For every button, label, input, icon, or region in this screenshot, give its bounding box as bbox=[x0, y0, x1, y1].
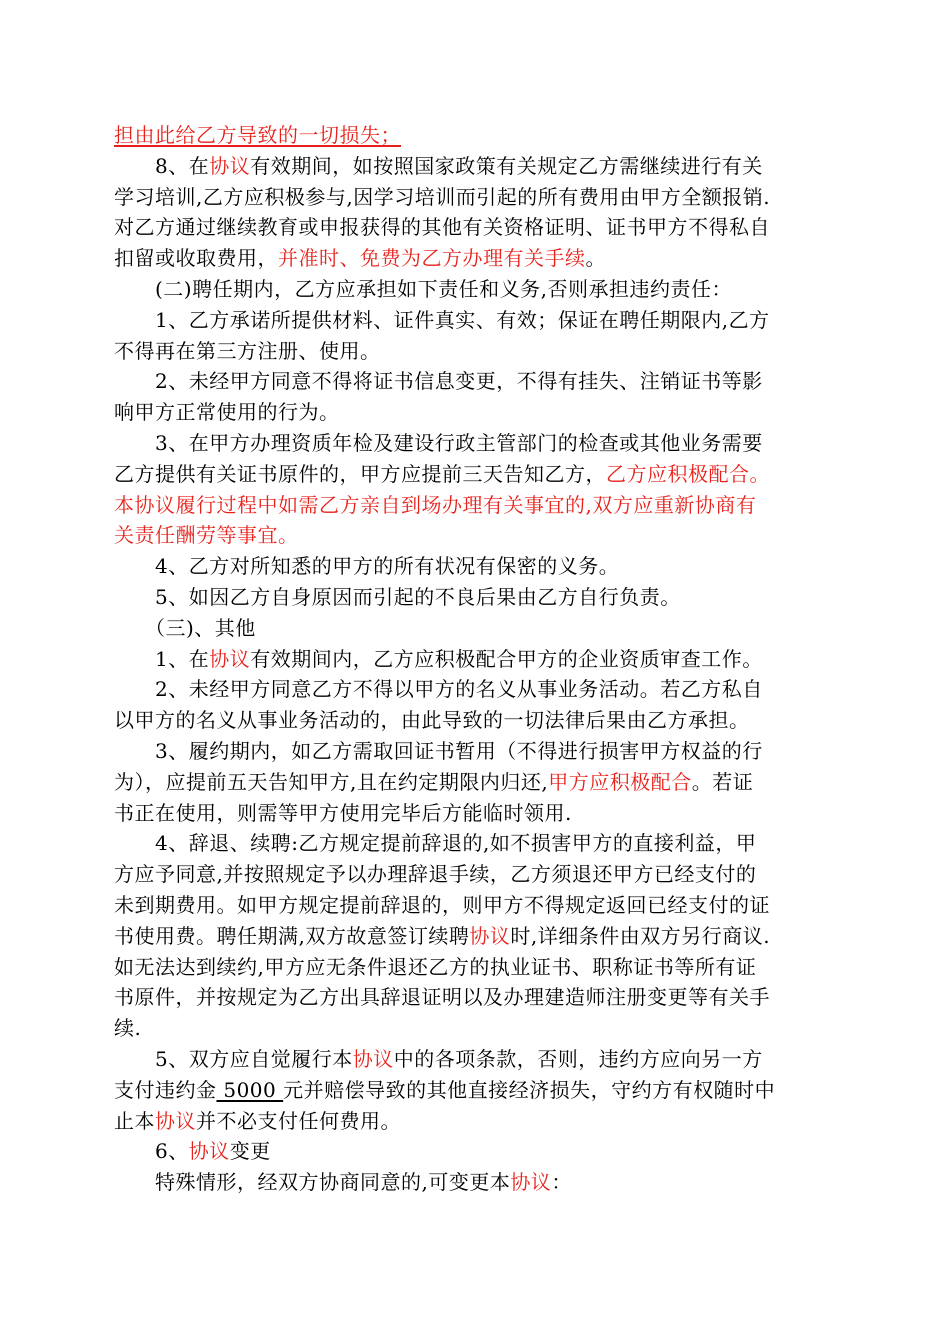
text-segment: 时,详细条件由双方另行商议. bbox=[510, 923, 771, 948]
text-segment: 1、乙方承诺所提供材料、证件真实、有效；保证在聘任期限内,乙方 bbox=[114, 307, 770, 332]
text-line bbox=[114, 400, 340, 424]
text-segment: 5、双方应自觉履行本 bbox=[114, 1047, 353, 1071]
text-segment: 止本 bbox=[114, 1108, 155, 1133]
text-segment: 3、履约期内，如乙方需取回证书暂用（不得进行损害甲方权益的行 bbox=[114, 739, 763, 763]
text-segment: 以甲方的名义从事业务活动的，由此导致的一切法律后果由乙方承担。 bbox=[114, 708, 750, 733]
text-line bbox=[114, 585, 681, 609]
text-line bbox=[114, 154, 763, 178]
text-segment: 未到期费用。如甲方规定提前辞退的，则甲方不得规定返回已经支付的证 bbox=[114, 893, 770, 917]
text-line bbox=[114, 1170, 572, 1194]
text-segment: 有效期间内，乙方应积极配合甲方的企业资质审查工作。 bbox=[250, 646, 763, 671]
text-line bbox=[114, 523, 299, 547]
text-line bbox=[114, 493, 756, 517]
highlighted-text: 并准时、免费为乙方办理有关手续 bbox=[278, 246, 586, 271]
text-line bbox=[114, 308, 770, 332]
text-line bbox=[114, 831, 756, 855]
text-segment: 元并赔偿导致的其他直接经济损失，守约方有权随时中 bbox=[283, 1077, 776, 1102]
text-segment: 2、未经甲方同意不得将证书信息变更，不得有挂失、注销证书等影 bbox=[114, 369, 763, 394]
text-line bbox=[114, 893, 770, 917]
highlighted-text: 协议 bbox=[352, 1047, 394, 1071]
text-line bbox=[114, 1047, 763, 1071]
text-segment: 4、乙方对所知悉的甲方的所有状况有保密的义务。 bbox=[114, 554, 620, 579]
highlighted-text: 协议 bbox=[209, 646, 251, 671]
text-segment: 书正在使用，则需等甲方使用完毕后方能临时领用. bbox=[114, 800, 572, 825]
highlighted-text: 本协议履行过程中如需乙方亲自到场办理有关事宜的,双方应重新协商有 bbox=[114, 492, 757, 517]
text-line bbox=[114, 616, 256, 640]
text-line bbox=[114, 862, 756, 886]
text-segment: 。 bbox=[585, 246, 606, 271]
text-line bbox=[114, 554, 619, 578]
text-line bbox=[114, 1078, 775, 1102]
text-segment: 1、在 bbox=[114, 646, 210, 671]
text-segment: 乙方提供有关证书原件的，甲方应提前三天告知乙方， bbox=[114, 461, 606, 486]
text-segment: 中的各项条款，否则，违约方应向另一方 bbox=[393, 1047, 763, 1071]
highlighted-text: 甲方应积极配合 bbox=[548, 769, 692, 794]
highlighted-text: 关责任酬劳等事宜。 bbox=[114, 523, 299, 548]
text-segment: 对乙方通过继续教育或申报获得的其他有关资格证明、证书甲方不得私自 bbox=[114, 215, 770, 240]
text-line bbox=[114, 1016, 141, 1040]
text-line bbox=[114, 739, 763, 763]
text-segment: 并不必支付任何费用。 bbox=[196, 1108, 401, 1133]
text-segment: 5、如因乙方自身原因而引起的不良后果由乙方自行负责。 bbox=[114, 585, 681, 609]
text-line bbox=[114, 339, 381, 363]
text-segment: 续. bbox=[114, 1016, 142, 1041]
text-segment: 学习培训,乙方应积极参与,因学习培训而引起的所有费用由甲方全额报销. bbox=[114, 184, 771, 209]
text-segment: 2、未经甲方同意乙方不得以甲方的名义从事业务活动。若乙方私自 bbox=[114, 677, 763, 702]
text-line bbox=[114, 462, 770, 486]
text-segment: 响甲方正常使用的行为。 bbox=[114, 400, 340, 425]
text-line bbox=[114, 123, 401, 147]
text-segment: 3、在甲方办理资质年检及建设行政主管部门的检查或其他业务需要 bbox=[114, 431, 763, 455]
text-segment: 不得再在第三方注册、使用。 bbox=[114, 338, 381, 363]
text-segment: 6、 bbox=[114, 1139, 189, 1164]
highlighted-text: 协议 bbox=[155, 1108, 196, 1133]
text-segment: 有效期间，如按照国家政策有关规定乙方需继续进行有关 bbox=[250, 153, 763, 178]
text-segment: 书原件，并按规定为乙方出具辞退证明以及办理建造师注册变更等有关手 bbox=[114, 985, 770, 1010]
text-segment: 如无法达到续约,甲方应无条件退还乙方的执业证书、职称证书等所有证 bbox=[114, 954, 757, 979]
text-line bbox=[114, 431, 763, 455]
text-line bbox=[114, 985, 770, 1009]
text-segment: 变更 bbox=[229, 1139, 271, 1164]
text-segment: 4、辞退、续聘:乙方规定提前辞退的,如不损害甲方的直接利益，甲 bbox=[114, 831, 757, 856]
text-segment: 。若证 bbox=[691, 769, 754, 794]
text-line bbox=[114, 369, 763, 393]
highlighted-text: 协议 bbox=[209, 153, 251, 178]
highlighted-text: 担由此给乙方导致的一切损失； bbox=[114, 123, 401, 147]
text-segment: 扣留或收取费用， bbox=[114, 246, 278, 271]
text-line bbox=[114, 1109, 401, 1133]
text-segment: 特殊情形，经双方协商同意的,可变更本 bbox=[114, 1170, 511, 1195]
text-segment: 方应予同意,并按照规定予以办理辞退手续，乙方须退还甲方已经支付的 bbox=[114, 862, 757, 887]
highlighted-text: 乙方应积极配合。 bbox=[606, 461, 770, 486]
text-line bbox=[114, 801, 572, 825]
text-line bbox=[114, 1139, 271, 1163]
text-segment: ： bbox=[551, 1170, 572, 1195]
text-segment: 8、在 bbox=[114, 153, 210, 178]
text-line bbox=[114, 708, 750, 732]
highlighted-text: 协议 bbox=[510, 1170, 552, 1195]
text-line bbox=[114, 924, 770, 948]
text-segment: 5000 bbox=[216, 1077, 284, 1102]
text-line bbox=[114, 647, 763, 671]
text-segment: 为），应提前五天告知甲方,且在约定期限内归还, bbox=[114, 769, 549, 794]
text-line bbox=[114, 185, 770, 209]
text-line bbox=[114, 677, 763, 701]
highlighted-text: 协议 bbox=[469, 923, 511, 948]
text-segment: （三)、其他 bbox=[114, 615, 256, 640]
text-line bbox=[114, 770, 753, 794]
text-line bbox=[114, 215, 770, 239]
text-line bbox=[114, 277, 732, 301]
highlighted-text: 协议 bbox=[188, 1139, 230, 1164]
text-segment: 书使用费。聘任期满,双方故意签订续聘 bbox=[114, 923, 470, 948]
text-line bbox=[114, 955, 756, 979]
text-segment: 支付违约金 bbox=[114, 1077, 217, 1102]
text-line bbox=[114, 246, 606, 270]
text-segment: (二)聘任期内，乙方应承担如下责任和义务,否则承担违约责任： bbox=[114, 277, 732, 301]
